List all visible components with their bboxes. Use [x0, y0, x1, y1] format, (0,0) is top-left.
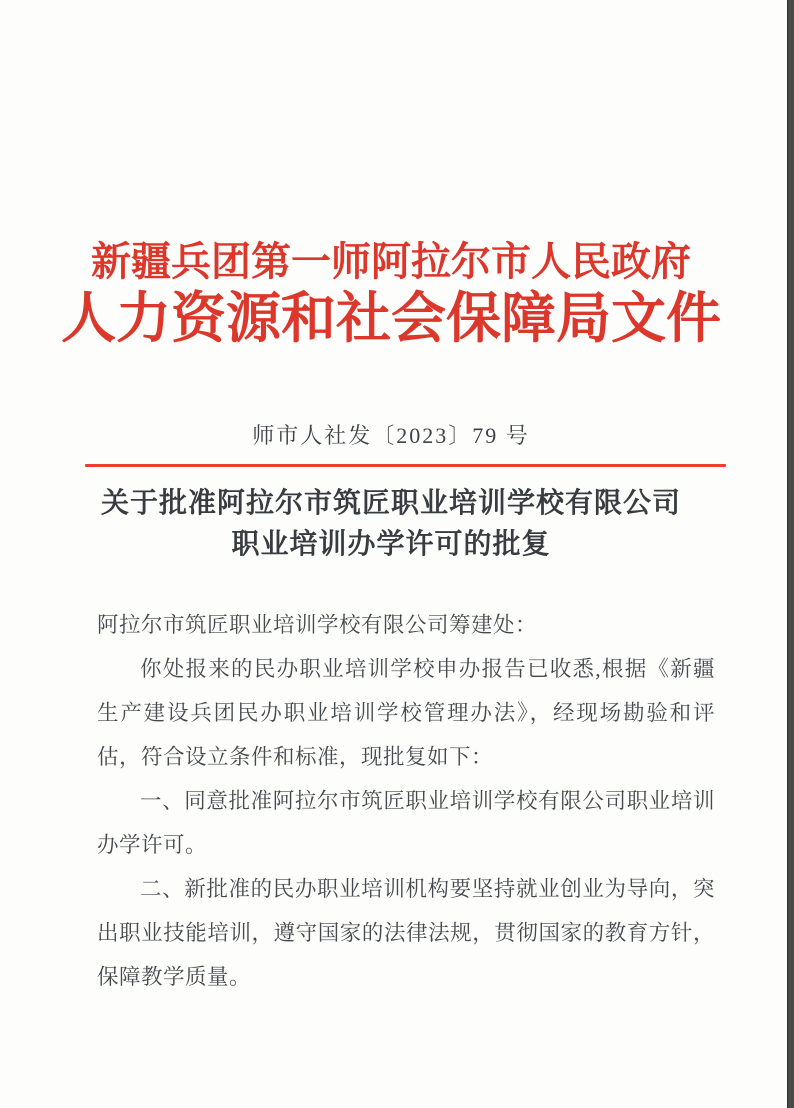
document-body: [97, 603, 715, 999]
salutation-line: 阿拉尔市筑匠职业培训学校有限公司筹建处：: [97, 613, 538, 637]
document-number: 师市人社发〔2023〕79 号: [252, 423, 530, 448]
body-paragraph-item-2: 二、新批准的民办职业培训机构要坚持就业创业为导向，突出职业技能培训，遵守国家的法律法规，贯彻国家的教育方针，保障教学质量。: [97, 877, 715, 989]
document-title: [0, 483, 782, 565]
body-paragraph-intro: 你处报来的民办职业培训学校申办报告已收悉,根据《新疆生产建设兵团民办职业培训学校管理办法》，经现场勘验和评估，符合设立条件和标准，现批复如下：: [97, 657, 715, 769]
letterhead-issuer: 新疆兵团第一师阿拉尔市人民政府: [91, 239, 691, 284]
letterhead: [0, 238, 782, 350]
scanner-edge-shadow: [787, 0, 794, 1108]
body-paragraph-item-1: 一、同意批准阿拉尔市筑匠职业培训学校有限公司职业培训办学许可。: [97, 789, 715, 857]
letterhead-department: 人力资源和社会保障局文件: [60, 288, 721, 349]
document-title-line1: 关于批准阿拉尔市筑匠职业培训学校有限公司: [100, 488, 681, 519]
document-title-line2: 职业培训办学许可的批复: [231, 529, 551, 560]
red-divider-rule: [85, 464, 726, 467]
